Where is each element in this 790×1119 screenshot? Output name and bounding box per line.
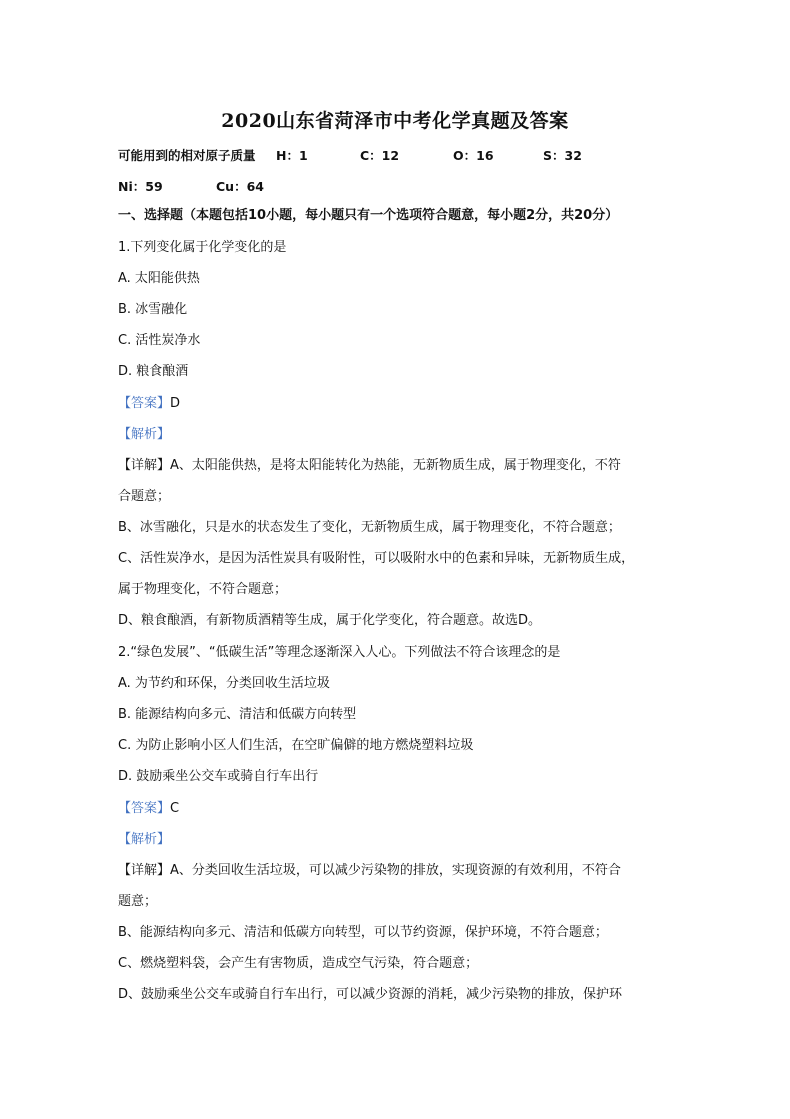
atomic-mass-o: O：16	[453, 148, 494, 163]
q2-option-a: A. 为节约和环保，分类回收生活垃圾	[118, 676, 330, 691]
q1-answer-value: D	[170, 396, 181, 411]
q2-answer	[118, 800, 179, 818]
detail-tag: 【详解】	[118, 863, 171, 878]
q2-option-d: D. 鼓励乘坐公交车或骑自行车出行	[118, 769, 319, 784]
q1-detail-line: 合题意；	[118, 489, 171, 504]
q2-option-c: C. 为防止影响小区人们生活，在空旷偏僻的地方燃烧塑料垃圾	[118, 738, 474, 753]
q2-analysis-tag: 【解析】	[118, 832, 171, 847]
q2-detail-text: A、分类回收生活垃圾，可以减少污染物的排放，实现资源的有效利用，不符合	[170, 863, 621, 878]
atomic-mass-h: H：1	[276, 148, 308, 163]
q1-detail-line: C、活性炭净水，是因为活性炭具有吸附性，可以吸附水中的色素和异味，无新物质生成，	[118, 551, 635, 566]
q2-stem: 2.“绿色发展”、“低碳生活”等理念逐渐深入人心。下列做法不符合该理念的是	[118, 645, 561, 660]
q1-option-a: A. 太阳能供热	[118, 271, 200, 286]
q2-detail-line	[118, 862, 621, 880]
q1-detail-text: A、太阳能供热，是将太阳能转化为热能，无新物质生成，属于物理变化，不符	[170, 458, 621, 473]
answer-tag: 【答案】	[118, 801, 171, 816]
section-heading: 一、选择题（本题包括10小题，每小题只有一个选项符合题意，每小题2分，共20分）	[118, 208, 619, 223]
q2-detail-line: C、燃烧塑料袋，会产生有害物质，造成空气污染，符合题意；	[118, 956, 479, 971]
q2-option-b: B. 能源结构向多元、清洁和低碳方向转型	[118, 707, 357, 722]
q1-option-d: D. 粮食酿酒	[118, 364, 189, 379]
q2-detail-line: 题意；	[118, 894, 158, 909]
q1-detail-line	[118, 457, 621, 475]
q1-detail-line: D、粮食酿酒，有新物质酒精等生成，属于化学变化，符合题意。故选D。	[118, 613, 542, 628]
detail-tag: 【详解】	[118, 458, 171, 473]
q1-option-c: C. 活性炭净水	[118, 333, 201, 348]
atomic-mass-c: C：12	[360, 148, 400, 163]
atomic-mass-s: S：32	[543, 148, 582, 163]
q2-answer-value: C	[170, 801, 180, 816]
atomic-mass-label: 可能用到的相对原子质量	[118, 148, 256, 163]
q1-detail-line: B、冰雪融化，只是水的状态发生了变化，无新物质生成，属于物理变化，不符合题意；	[118, 520, 621, 535]
atomic-mass-ni: Ni：59	[118, 179, 163, 194]
document-title: 2020山东省菏泽市中考化学真题及答案	[221, 110, 569, 132]
q1-option-b: B. 冰雪融化	[118, 302, 188, 317]
q1-stem: 1.下列变化属于化学变化的是	[118, 240, 287, 255]
q1-answer	[118, 395, 180, 413]
q2-detail-line: D、鼓励乘坐公交车或骑自行车出行，可以减少资源的消耗，减少污染物的排放，保护环	[118, 987, 623, 1002]
q1-analysis-tag: 【解析】	[118, 427, 171, 442]
q1-detail-line: 属于物理变化，不符合题意；	[118, 582, 288, 597]
answer-tag: 【答案】	[118, 396, 171, 411]
q2-detail-line: B、能源结构向多元、清洁和低碳方向转型，可以节约资源，保护环境，不符合题意；	[118, 925, 608, 940]
atomic-mass-cu: Cu：64	[216, 179, 264, 194]
